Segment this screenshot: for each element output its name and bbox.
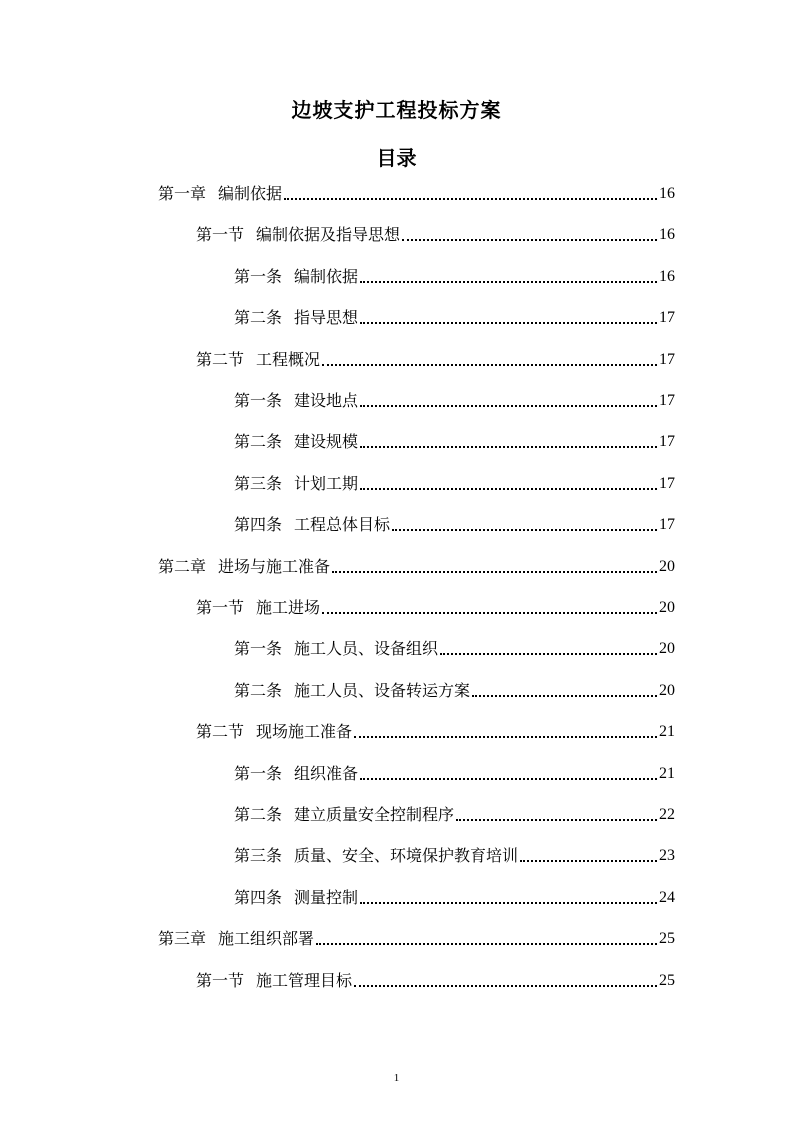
toc-entry-number: 第三条 — [234, 846, 283, 866]
toc-entry-page: 17 — [659, 309, 675, 327]
toc-entry-label: 工程概况 — [256, 349, 321, 369]
toc-entry-number: 第一条 — [234, 763, 283, 783]
toc-entry[interactable] — [234, 259, 675, 287]
toc-entry-number: 第二节 — [196, 349, 245, 369]
toc-dot-leader — [354, 971, 657, 987]
toc-entry-label: 施工管理目标 — [256, 970, 353, 990]
toc-entry[interactable] — [234, 756, 675, 784]
toc-entry-number: 第四条 — [234, 887, 283, 907]
toc-dot-leader — [520, 846, 657, 862]
toc-entry-page: 20 — [659, 599, 675, 616]
toc-entry-number: 第三章 — [158, 929, 207, 949]
toc-entry-number: 第一条 — [234, 639, 283, 659]
toc-entry-number: 第一条 — [234, 266, 283, 286]
toc-entry-label: 建设规模 — [294, 432, 359, 452]
toc-entry[interactable] — [158, 549, 675, 577]
toc-entry-page: 20 — [659, 640, 675, 658]
toc-entry-label: 指导思想 — [294, 308, 359, 328]
toc-dot-leader — [392, 515, 657, 531]
toc-entry-page: 17 — [659, 392, 675, 409]
toc-entry-number: 第三条 — [234, 473, 283, 493]
toc-dot-leader — [360, 391, 657, 407]
toc-entry[interactable] — [234, 424, 675, 452]
toc-entry-page: 25 — [659, 930, 675, 948]
toc-entry-label: 编制依据 — [294, 266, 359, 286]
toc-entry-label: 测量控制 — [294, 887, 359, 907]
toc-entry-page: 22 — [659, 806, 675, 823]
toc-entry[interactable] — [196, 342, 675, 370]
toc-entry[interactable] — [234, 383, 675, 411]
toc-entry-label: 计划工期 — [294, 473, 359, 493]
toc-entry-label: 建立质量安全控制程序 — [294, 805, 455, 824]
toc-entry-label: 质量、安全、环境保护教育培训 — [294, 846, 519, 866]
toc-entry[interactable] — [234, 838, 675, 866]
toc-entry[interactable] — [234, 300, 675, 328]
toc-dot-leader — [360, 474, 657, 490]
toc-entry[interactable] — [234, 466, 675, 494]
toc-entry-number: 第一章 — [158, 184, 207, 203]
toc-dot-leader — [360, 432, 657, 448]
toc-entry-page: 17 — [659, 350, 675, 368]
toc-entry-page: 23 — [659, 847, 675, 865]
document-title: 边坡支护工程投标方案 — [291, 98, 502, 122]
toc-entry-page: 20 — [659, 681, 675, 699]
toc-dot-leader — [402, 225, 657, 241]
toc-dot-leader — [360, 267, 657, 283]
toc-entry-number: 第二章 — [158, 556, 207, 576]
toc-dot-leader — [316, 929, 657, 945]
toc-entry-page: 25 — [659, 971, 675, 989]
toc-entry-label: 现场施工准备 — [256, 722, 353, 742]
toc-entry-label: 进场与施工准备 — [218, 556, 331, 576]
toc-entry-label: 编制依据及指导思想 — [256, 225, 401, 245]
toc-entry-page: 21 — [659, 764, 675, 782]
toc-entry[interactable] — [234, 880, 675, 908]
toc-entry-number: 第二条 — [234, 680, 283, 700]
toc-entry[interactable] — [196, 963, 675, 991]
toc-entry[interactable] — [196, 590, 675, 618]
toc-entry-page: 16 — [659, 185, 675, 202]
toc-entry[interactable] — [234, 631, 675, 659]
toc-entry-label: 施工进场 — [256, 598, 321, 617]
toc-entry-page: 20 — [659, 557, 675, 575]
toc-entry-number: 第二条 — [234, 432, 283, 452]
toc-entry[interactable] — [196, 714, 675, 742]
toc-entry-number: 第二条 — [234, 805, 283, 824]
toc-entry[interactable] — [158, 176, 675, 204]
toc-entry-label: 施工人员、设备组织 — [294, 639, 439, 659]
toc-entry-number: 第二条 — [234, 308, 283, 328]
toc-entry-label: 建设地点 — [294, 391, 359, 410]
toc-entry-label: 施工人员、设备转运方案 — [294, 680, 471, 700]
toc-entry-page: 21 — [659, 723, 675, 741]
toc-dot-leader — [360, 764, 657, 780]
toc-dot-leader — [354, 722, 657, 738]
toc-dot-leader — [284, 184, 657, 200]
toc-entry-page: 17 — [659, 516, 675, 534]
toc-dot-leader — [322, 598, 657, 614]
toc-entry[interactable] — [234, 507, 675, 535]
toc-dot-leader — [360, 308, 657, 324]
toc-entry-number: 第一条 — [234, 391, 283, 410]
toc-dot-leader — [360, 888, 657, 904]
toc-entry-page: 16 — [659, 267, 675, 285]
toc-dot-leader — [322, 350, 657, 366]
toc-entry[interactable] — [234, 797, 675, 825]
toc-heading: 目录 — [376, 146, 417, 170]
toc-entry[interactable] — [234, 673, 675, 701]
toc-entry-page: 17 — [659, 433, 675, 451]
toc-entry[interactable] — [158, 921, 675, 949]
toc-entry-label: 工程总体目标 — [294, 515, 391, 535]
toc-entry-number: 第一节 — [196, 970, 245, 990]
toc-entry-page: 16 — [659, 226, 675, 244]
toc-dot-leader — [332, 557, 657, 573]
toc-entry-label: 施工组织部署 — [218, 929, 315, 949]
toc-entry-page: 24 — [659, 888, 675, 906]
toc-entry-label: 组织准备 — [294, 763, 359, 783]
toc-entry-number: 第二节 — [196, 722, 245, 742]
page-number: 1 — [393, 1072, 400, 1084]
toc-entry[interactable] — [196, 217, 675, 245]
toc-entry-number: 第四条 — [234, 515, 283, 535]
toc-dot-leader — [456, 805, 657, 821]
toc-entry-number: 第一节 — [196, 598, 245, 617]
toc-entry-number: 第一节 — [196, 225, 245, 245]
toc-dot-leader — [440, 639, 657, 655]
toc-entry-label: 编制依据 — [218, 184, 283, 203]
toc-dot-leader — [472, 681, 657, 697]
toc-entry-page: 17 — [659, 474, 675, 492]
